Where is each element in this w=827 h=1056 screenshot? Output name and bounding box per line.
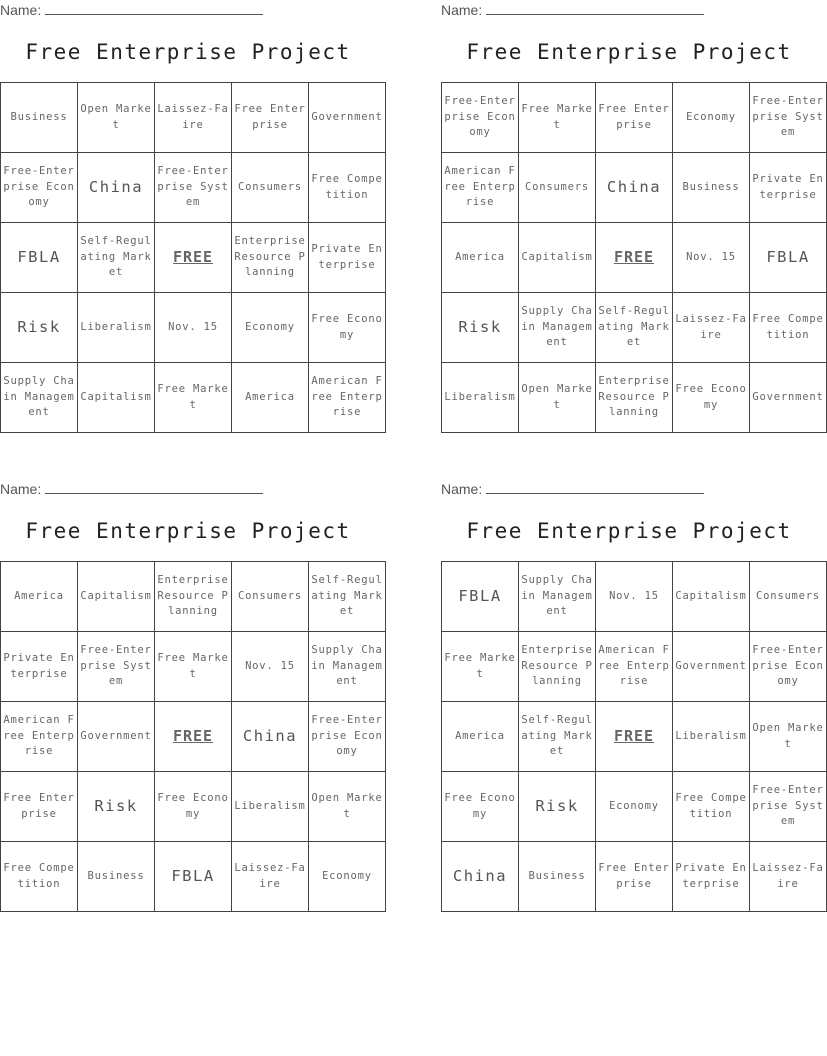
bingo-grid — [0, 82, 386, 433]
grid-cell: Risk — [1, 293, 78, 363]
grid-cell: Risk — [78, 772, 155, 842]
free-space-cell: FREE — [155, 223, 232, 293]
grid-cell: Nov. 15 — [155, 293, 232, 363]
grid-cell: Private Enterprise — [309, 223, 386, 293]
free-space-cell: FREE — [596, 223, 673, 293]
grid-cell: Free Enterprise — [596, 83, 673, 153]
grid-cell: Nov. 15 — [232, 632, 309, 702]
grid-row — [1, 153, 386, 223]
grid-cell: Self-Regulating Market — [309, 562, 386, 632]
grid-row — [1, 363, 386, 433]
name-label: Name: — [0, 481, 42, 497]
grid-cell: Consumers — [232, 562, 309, 632]
grid-cell: Self-Regulating Market — [519, 702, 596, 772]
grid-cell: Free Market — [442, 632, 519, 702]
grid-cell: Free-Enterprise System — [750, 772, 827, 842]
grid-row — [442, 363, 827, 433]
grid-cell: Supply Chain Management — [1, 363, 78, 433]
grid-cell: Free-Enterprise System — [78, 632, 155, 702]
grid-cell: Free Market — [519, 83, 596, 153]
grid-cell: Liberalism — [442, 363, 519, 433]
grid-cell: Open Market — [309, 772, 386, 842]
grid-row — [1, 702, 386, 772]
grid-cell: Free Economy — [673, 363, 750, 433]
grid-cell: Laissez-Faire — [673, 293, 750, 363]
name-blank — [486, 2, 704, 15]
grid-row — [442, 153, 827, 223]
grid-cell: China — [78, 153, 155, 223]
name-blank — [486, 481, 704, 494]
grid-row — [442, 772, 827, 842]
name-line — [441, 2, 704, 18]
grid-cell: Enterprise Resource Planning — [155, 562, 232, 632]
card-title: Free Enterprise Project — [466, 519, 792, 543]
grid-cell: Business — [519, 842, 596, 912]
name-label: Name: — [441, 2, 483, 18]
grid-cell: Supply Chain Management — [519, 293, 596, 363]
free-space-cell: FREE — [155, 702, 232, 772]
grid-cell: Free Enterprise — [1, 772, 78, 842]
grid-cell: Business — [673, 153, 750, 223]
grid-cell: Laissez-Faire — [750, 842, 827, 912]
grid-cell: Consumers — [519, 153, 596, 223]
grid-row — [442, 702, 827, 772]
grid-row — [442, 562, 827, 632]
grid-cell: Free Economy — [442, 772, 519, 842]
grid-cell: Government — [750, 363, 827, 433]
grid-cell: Laissez-Faire — [232, 842, 309, 912]
grid-cell: FBLA — [1, 223, 78, 293]
grid-cell: Free-Enterprise Economy — [750, 632, 827, 702]
grid-cell: Economy — [596, 772, 673, 842]
grid-cell: Free Market — [155, 632, 232, 702]
grid-cell: Free Enterprise — [596, 842, 673, 912]
grid-cell: Enterprise Resource Planning — [519, 632, 596, 702]
grid-cell: Business — [78, 842, 155, 912]
grid-cell: Private Enterprise — [673, 842, 750, 912]
grid-cell: Economy — [232, 293, 309, 363]
grid-cell: American Free Enterprise — [1, 702, 78, 772]
card-title: Free Enterprise Project — [25, 519, 351, 543]
grid-cell: Self-Regulating Market — [78, 223, 155, 293]
grid-cell: Open Market — [519, 363, 596, 433]
grid-cell: Liberalism — [232, 772, 309, 842]
grid-cell: American Free Enterprise — [596, 632, 673, 702]
grid-cell: America — [442, 702, 519, 772]
grid-cell: Economy — [309, 842, 386, 912]
name-line — [0, 481, 263, 497]
grid-row — [1, 83, 386, 153]
grid-cell: Business — [1, 83, 78, 153]
grid-cell: Free Competition — [750, 293, 827, 363]
bingo-grid — [441, 561, 827, 912]
card-title: Free Enterprise Project — [466, 40, 792, 64]
grid-cell: Free-Enterprise Economy — [1, 153, 78, 223]
grid-cell: Free-Enterprise Economy — [442, 83, 519, 153]
grid-row — [442, 842, 827, 912]
bingo-grid — [0, 561, 386, 912]
grid-cell: Free Competition — [309, 153, 386, 223]
grid-cell: Economy — [673, 83, 750, 153]
name-line — [0, 2, 263, 18]
grid-row — [1, 223, 386, 293]
grid-row — [442, 293, 827, 363]
grid-cell: Capitalism — [78, 562, 155, 632]
grid-cell: America — [1, 562, 78, 632]
grid-cell: Enterprise Resource Planning — [232, 223, 309, 293]
name-label: Name: — [0, 2, 42, 18]
grid-cell: China — [232, 702, 309, 772]
grid-cell: Free Competition — [1, 842, 78, 912]
grid-cell: Consumers — [232, 153, 309, 223]
grid-cell: American Free Enterprise — [309, 363, 386, 433]
grid-cell: FBLA — [442, 562, 519, 632]
name-blank — [45, 481, 263, 494]
grid-cell: Consumers — [750, 562, 827, 632]
grid-cell: American Free Enterprise — [442, 153, 519, 223]
free-space-cell: FREE — [596, 702, 673, 772]
grid-cell: Free-Enterprise System — [155, 153, 232, 223]
grid-cell: Liberalism — [78, 293, 155, 363]
grid-cell: Free Enterprise — [232, 83, 309, 153]
grid-cell: Liberalism — [673, 702, 750, 772]
grid-row — [442, 83, 827, 153]
grid-cell: Free Market — [155, 363, 232, 433]
grid-row — [1, 632, 386, 702]
grid-cell: Government — [78, 702, 155, 772]
grid-cell: Nov. 15 — [673, 223, 750, 293]
grid-cell: Free-Enterprise System — [750, 83, 827, 153]
grid-cell: Risk — [442, 293, 519, 363]
grid-cell: Free Economy — [309, 293, 386, 363]
grid-cell: Capitalism — [78, 363, 155, 433]
grid-row — [1, 562, 386, 632]
grid-cell: Nov. 15 — [596, 562, 673, 632]
grid-row — [442, 223, 827, 293]
grid-cell: China — [442, 842, 519, 912]
grid-cell: Free Economy — [155, 772, 232, 842]
name-line — [441, 481, 704, 497]
grid-cell: Government — [673, 632, 750, 702]
grid-row — [1, 772, 386, 842]
grid-row — [442, 632, 827, 702]
card-title: Free Enterprise Project — [25, 40, 351, 64]
name-label: Name: — [441, 481, 483, 497]
grid-cell: Open Market — [78, 83, 155, 153]
grid-cell: Free Competition — [673, 772, 750, 842]
grid-cell: China — [596, 153, 673, 223]
name-blank — [45, 2, 263, 15]
grid-cell: Supply Chain Management — [309, 632, 386, 702]
grid-cell: Self-Regulating Market — [596, 293, 673, 363]
grid-row — [1, 293, 386, 363]
grid-cell: Risk — [519, 772, 596, 842]
grid-cell: FBLA — [750, 223, 827, 293]
grid-cell: Private Enterprise — [1, 632, 78, 702]
grid-cell: Supply Chain Management — [519, 562, 596, 632]
grid-cell: Capitalism — [673, 562, 750, 632]
grid-cell: America — [442, 223, 519, 293]
grid-row — [1, 842, 386, 912]
grid-cell: Private Enterprise — [750, 153, 827, 223]
grid-cell: Free-Enterprise Economy — [309, 702, 386, 772]
grid-cell: America — [232, 363, 309, 433]
grid-cell: Enterprise Resource Planning — [596, 363, 673, 433]
grid-cell: Government — [309, 83, 386, 153]
grid-cell: Laissez-Faire — [155, 83, 232, 153]
grid-cell: Capitalism — [519, 223, 596, 293]
bingo-grid — [441, 82, 827, 433]
grid-cell: FBLA — [155, 842, 232, 912]
grid-cell: Open Market — [750, 702, 827, 772]
